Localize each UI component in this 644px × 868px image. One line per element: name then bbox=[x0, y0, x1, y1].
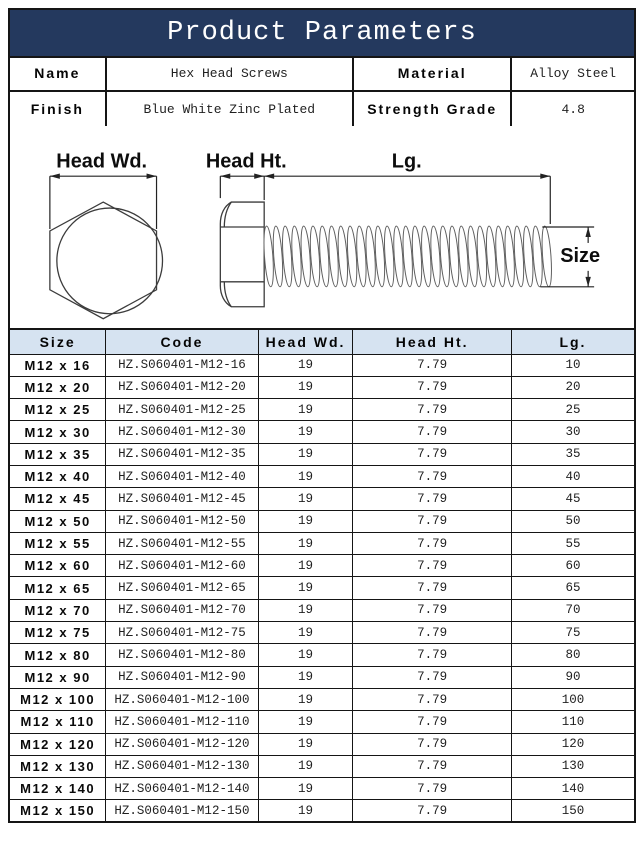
col-header-head-wd: Head Wd. bbox=[258, 330, 353, 354]
table-row bbox=[9, 778, 635, 800]
row-lg: 25 bbox=[511, 399, 635, 421]
row-code: HZ.S060401-M12-20 bbox=[106, 376, 258, 398]
row-code: HZ.S060401-M12-16 bbox=[106, 354, 258, 376]
row-lg: 90 bbox=[511, 666, 635, 688]
hex-head-front-view bbox=[50, 202, 163, 319]
row-head-ht: 7.79 bbox=[353, 755, 512, 777]
row-code: HZ.S060401-M12-130 bbox=[106, 755, 258, 777]
row-code: HZ.S060401-M12-60 bbox=[106, 555, 258, 577]
table-row bbox=[9, 688, 635, 710]
row-code: HZ.S060401-M12-140 bbox=[106, 778, 258, 800]
row-code: HZ.S060401-M12-25 bbox=[106, 399, 258, 421]
row-head-wd: 19 bbox=[258, 354, 353, 376]
table-row bbox=[9, 666, 635, 688]
row-lg: 130 bbox=[511, 755, 635, 777]
name-label: Name bbox=[9, 56, 106, 91]
row-size: M12 x 100 bbox=[9, 688, 106, 710]
row-size: M12 x 120 bbox=[9, 733, 106, 755]
head-chamfer-bottom bbox=[224, 282, 231, 307]
table-row bbox=[9, 577, 635, 599]
finish-label: Finish bbox=[9, 91, 106, 126]
row-head-ht: 7.79 bbox=[353, 644, 512, 666]
row-head-ht: 7.79 bbox=[353, 465, 512, 487]
table-row bbox=[9, 488, 635, 510]
row-lg: 100 bbox=[511, 688, 635, 710]
row-head-ht: 7.79 bbox=[353, 577, 512, 599]
row-head-ht: 7.79 bbox=[353, 555, 512, 577]
dimension-diagram bbox=[8, 126, 636, 330]
strength-grade-label: Strength Grade bbox=[353, 91, 512, 126]
row-head-ht: 7.79 bbox=[353, 778, 512, 800]
row-head-wd: 19 bbox=[258, 510, 353, 532]
row-size: M12 x 70 bbox=[9, 599, 106, 621]
row-lg: 120 bbox=[511, 733, 635, 755]
row-lg: 35 bbox=[511, 443, 635, 465]
row-lg: 80 bbox=[511, 644, 635, 666]
row-code: HZ.S060401-M12-90 bbox=[106, 666, 258, 688]
row-code: HZ.S060401-M12-120 bbox=[106, 733, 258, 755]
row-head-wd: 19 bbox=[258, 532, 353, 554]
row-head-ht: 7.79 bbox=[353, 443, 512, 465]
row-head-wd: 19 bbox=[258, 421, 353, 443]
head-side-outline bbox=[220, 202, 264, 307]
row-size: M12 x 90 bbox=[9, 666, 106, 688]
title-bar bbox=[8, 8, 636, 58]
row-head-wd: 19 bbox=[258, 443, 353, 465]
info-row-finish bbox=[9, 91, 635, 126]
strength-grade-value: 4.8 bbox=[511, 91, 635, 126]
row-head-ht: 7.79 bbox=[353, 688, 512, 710]
row-code: HZ.S060401-M12-30 bbox=[106, 421, 258, 443]
row-head-ht: 7.79 bbox=[353, 800, 512, 822]
row-lg: 140 bbox=[511, 778, 635, 800]
info-table bbox=[8, 56, 636, 126]
row-head-ht: 7.79 bbox=[353, 354, 512, 376]
row-head-wd: 19 bbox=[258, 555, 353, 577]
material-value: Alloy Steel bbox=[511, 56, 635, 91]
table-row bbox=[9, 800, 635, 822]
page-title: Product Parameters bbox=[167, 18, 477, 48]
row-head-wd: 19 bbox=[258, 376, 353, 398]
table-row bbox=[9, 711, 635, 733]
row-code: HZ.S060401-M12-100 bbox=[106, 688, 258, 710]
table-row bbox=[9, 532, 635, 554]
size-table bbox=[8, 330, 636, 823]
row-head-ht: 7.79 bbox=[353, 510, 512, 532]
table-row bbox=[9, 622, 635, 644]
row-code: HZ.S060401-M12-65 bbox=[106, 577, 258, 599]
lg-label: Lg. bbox=[391, 150, 422, 173]
head-ht-label: Head Ht. bbox=[205, 150, 287, 173]
row-lg: 110 bbox=[511, 711, 635, 733]
screw-side-view bbox=[220, 202, 264, 307]
head-chamfer-top bbox=[224, 202, 231, 227]
row-head-wd: 19 bbox=[258, 399, 353, 421]
row-size: M12 x 140 bbox=[9, 778, 106, 800]
row-head-ht: 7.79 bbox=[353, 376, 512, 398]
row-size: M12 x 16 bbox=[9, 354, 106, 376]
row-lg: 40 bbox=[511, 465, 635, 487]
row-head-wd: 19 bbox=[258, 465, 353, 487]
row-lg: 70 bbox=[511, 599, 635, 621]
row-size: M12 x 25 bbox=[9, 399, 106, 421]
threaded-shank bbox=[262, 226, 553, 287]
row-size: M12 x 80 bbox=[9, 644, 106, 666]
col-header-size: Size bbox=[9, 330, 106, 354]
row-head-wd: 19 bbox=[258, 644, 353, 666]
row-lg: 60 bbox=[511, 555, 635, 577]
col-header-lg: Lg. bbox=[511, 330, 635, 354]
material-label: Material bbox=[353, 56, 512, 91]
row-code: HZ.S060401-M12-70 bbox=[106, 599, 258, 621]
row-size: M12 x 40 bbox=[9, 465, 106, 487]
row-head-wd: 19 bbox=[258, 711, 353, 733]
row-head-wd: 19 bbox=[258, 488, 353, 510]
row-size: M12 x 50 bbox=[9, 510, 106, 532]
row-size: M12 x 110 bbox=[9, 711, 106, 733]
row-head-ht: 7.79 bbox=[353, 488, 512, 510]
row-head-wd: 19 bbox=[258, 599, 353, 621]
row-lg: 45 bbox=[511, 488, 635, 510]
row-code: HZ.S060401-M12-80 bbox=[106, 644, 258, 666]
row-size: M12 x 20 bbox=[9, 376, 106, 398]
row-size: M12 x 55 bbox=[9, 532, 106, 554]
row-head-ht: 7.79 bbox=[353, 622, 512, 644]
row-size: M12 x 65 bbox=[9, 577, 106, 599]
row-size: M12 x 150 bbox=[9, 800, 106, 822]
dimension-lg bbox=[264, 173, 550, 224]
row-size: M12 x 75 bbox=[9, 622, 106, 644]
table-row bbox=[9, 443, 635, 465]
row-head-ht: 7.79 bbox=[353, 399, 512, 421]
inscribed-circle bbox=[57, 208, 163, 314]
row-code: HZ.S060401-M12-75 bbox=[106, 622, 258, 644]
screw-diagram-svg bbox=[10, 126, 634, 328]
row-lg: 50 bbox=[511, 510, 635, 532]
row-code: HZ.S060401-M12-110 bbox=[106, 711, 258, 733]
dimension-head-wd bbox=[50, 173, 157, 229]
table-row bbox=[9, 465, 635, 487]
row-head-wd: 19 bbox=[258, 688, 353, 710]
table-row bbox=[9, 376, 635, 398]
row-code: HZ.S060401-M12-40 bbox=[106, 465, 258, 487]
row-head-wd: 19 bbox=[258, 800, 353, 822]
row-head-ht: 7.79 bbox=[353, 421, 512, 443]
row-code: HZ.S060401-M12-150 bbox=[106, 800, 258, 822]
table-row bbox=[9, 421, 635, 443]
row-head-ht: 7.79 bbox=[353, 532, 512, 554]
row-head-wd: 19 bbox=[258, 577, 353, 599]
row-head-ht: 7.79 bbox=[353, 711, 512, 733]
table-row bbox=[9, 599, 635, 621]
row-size: M12 x 60 bbox=[9, 555, 106, 577]
row-code: HZ.S060401-M12-45 bbox=[106, 488, 258, 510]
table-row bbox=[9, 733, 635, 755]
row-code: HZ.S060401-M12-35 bbox=[106, 443, 258, 465]
col-header-code: Code bbox=[106, 330, 258, 354]
head-wd-label: Head Wd. bbox=[56, 150, 148, 173]
row-head-ht: 7.79 bbox=[353, 599, 512, 621]
row-head-ht: 7.79 bbox=[353, 733, 512, 755]
size-label: Size bbox=[560, 245, 601, 268]
row-lg: 20 bbox=[511, 376, 635, 398]
table-row bbox=[9, 399, 635, 421]
row-head-wd: 19 bbox=[258, 622, 353, 644]
row-size: M12 x 30 bbox=[9, 421, 106, 443]
row-head-wd: 19 bbox=[258, 755, 353, 777]
name-value: Hex Head Screws bbox=[106, 56, 353, 91]
row-lg: 10 bbox=[511, 354, 635, 376]
row-lg: 65 bbox=[511, 577, 635, 599]
row-lg: 150 bbox=[511, 800, 635, 822]
finish-value: Blue White Zinc Plated bbox=[106, 91, 353, 126]
row-code: HZ.S060401-M12-55 bbox=[106, 532, 258, 554]
table-row bbox=[9, 510, 635, 532]
table-row bbox=[9, 755, 635, 777]
hexagon-outline bbox=[50, 202, 157, 319]
row-code: HZ.S060401-M12-50 bbox=[106, 510, 258, 532]
row-lg: 75 bbox=[511, 622, 635, 644]
dimension-head-ht bbox=[220, 173, 264, 200]
row-size: M12 x 35 bbox=[9, 443, 106, 465]
col-header-head-ht: Head Ht. bbox=[353, 330, 512, 354]
row-size: M12 x 130 bbox=[9, 755, 106, 777]
row-head-ht: 7.79 bbox=[353, 666, 512, 688]
row-head-wd: 19 bbox=[258, 733, 353, 755]
table-row bbox=[9, 354, 635, 376]
size-table-header-row bbox=[9, 330, 635, 354]
row-size: M12 x 45 bbox=[9, 488, 106, 510]
table-row bbox=[9, 644, 635, 666]
row-head-wd: 19 bbox=[258, 778, 353, 800]
row-lg: 30 bbox=[511, 421, 635, 443]
table-row bbox=[9, 555, 635, 577]
info-row-name bbox=[9, 56, 635, 91]
row-head-wd: 19 bbox=[258, 666, 353, 688]
product-parameters-sheet bbox=[8, 8, 636, 823]
row-lg: 55 bbox=[511, 532, 635, 554]
